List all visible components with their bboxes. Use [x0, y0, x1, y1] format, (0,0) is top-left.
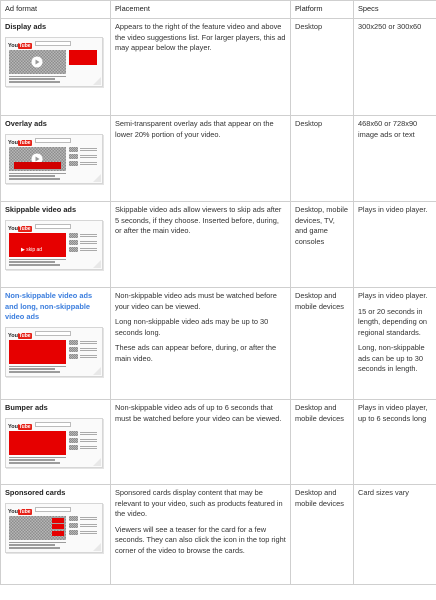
specs-text: 300x250 or 300x60	[358, 22, 422, 31]
specs-text: Long, non-skippable ads can be up to 30 seconds in length.	[358, 343, 425, 373]
placement-text: These ads can appear before, during, or after the main video.	[115, 343, 277, 363]
platform-cell: Desktop and mobile devices	[291, 400, 354, 485]
platform-cell: Desktop	[291, 19, 354, 116]
play-icon	[31, 56, 43, 68]
video-ad-shape	[9, 340, 66, 364]
format-title: Skippable video ads	[5, 205, 77, 214]
specs-cell	[354, 116, 436, 202]
text-lines-shape	[9, 76, 66, 85]
non-skippable-ad-illustration	[5, 327, 101, 375]
placement-cell	[111, 202, 291, 288]
skip-ad-label: ▶ skip ad	[21, 246, 43, 253]
video-ad-shape	[9, 233, 66, 257]
platform-cell: Desktop	[291, 116, 354, 202]
suggestions-list-shape	[69, 340, 97, 361]
format-cell	[1, 288, 111, 400]
format-title: Display ads	[5, 22, 47, 31]
header-row	[1, 1, 436, 19]
placement-cell	[111, 288, 291, 400]
text-lines-shape	[9, 542, 66, 551]
platform-cell: Desktop and mobile devices	[291, 485, 354, 585]
video-ad-shape	[9, 431, 66, 455]
display-ad-shape	[69, 50, 97, 65]
table-row	[1, 19, 436, 116]
search-bar-shape	[35, 507, 71, 512]
specs-text: Card sizes vary	[358, 488, 409, 497]
specs-text: Plays in video player.	[358, 205, 428, 214]
video-player-shape	[9, 50, 66, 74]
specs-cell	[354, 288, 436, 400]
format-title: Overlay ads	[5, 119, 47, 128]
placement-cell	[111, 116, 291, 202]
format-cell	[1, 485, 111, 585]
display-ad-illustration	[5, 37, 101, 85]
search-bar-shape	[35, 331, 71, 336]
placement-cell	[111, 19, 291, 116]
specs-text: 468x60 or 728x90 image ads or text	[358, 119, 418, 139]
overlay-ad-shape	[14, 162, 61, 169]
format-title-link[interactable]: Non-skippable video ads and long, non-skippable video ads	[5, 291, 93, 321]
sponsored-cards-illustration	[5, 503, 101, 551]
youtube-logo: YouTube	[8, 225, 31, 232]
suggestions-list-shape	[69, 516, 97, 537]
placement-text: Non-skippable video ads must be watched before your video can be viewed.	[115, 291, 277, 311]
specs-cell	[354, 202, 436, 288]
placement-text: Skippable video ads allow viewers to skip ads after 5 seconds, if they choose. Inserted before, during, or after the main video.	[115, 205, 282, 235]
placement-text: Sponsored cards display content that may be relevant to your video, such as products featured in the video.	[115, 488, 283, 518]
search-bar-shape	[35, 41, 71, 46]
text-lines-shape	[9, 173, 66, 182]
youtube-logo: YouTube	[8, 139, 31, 146]
skippable-ad-illustration	[5, 220, 101, 268]
suggestions-list-shape	[69, 431, 97, 452]
bumper-ad-illustration	[5, 418, 101, 466]
header-ad-format: Ad format	[1, 1, 111, 19]
placement-text: Semi-transparent overlay ads that appear on the lower 20% portion of your video.	[115, 119, 274, 139]
table-row	[1, 116, 436, 202]
sponsored-cards-shape	[52, 518, 64, 538]
table-row	[1, 202, 436, 288]
format-cell	[1, 400, 111, 485]
specs-cell	[354, 485, 436, 585]
format-cell	[1, 116, 111, 202]
suggestions-list-shape	[69, 147, 97, 168]
header-platform: Platform	[291, 1, 354, 19]
specs-text: Plays in video player.	[358, 291, 428, 300]
placement-text: Non-skippable video ads of up to 6 seconds that must be watched before your video can be viewed.	[115, 403, 282, 423]
placement-text: Appears to the right of the feature video and above the video suggestions list. For larger players, this ad may appear below the player.	[115, 22, 286, 52]
youtube-logo: YouTube	[8, 332, 31, 339]
header-specs: Specs	[354, 1, 436, 19]
specs-cell	[354, 400, 436, 485]
youtube-logo: YouTube	[8, 42, 31, 49]
overlay-ad-illustration	[5, 134, 101, 182]
suggestions-list-shape	[69, 233, 97, 254]
platform-cell: Desktop and mobile devices	[291, 288, 354, 400]
specs-text: 15 or 20 seconds in length, depending on regional standards.	[358, 306, 428, 337]
header-placement: Placement	[111, 1, 291, 19]
table-row	[1, 288, 436, 400]
table-row	[1, 400, 436, 485]
search-bar-shape	[35, 224, 71, 229]
youtube-logo: YouTube	[8, 508, 31, 515]
placement-text: Long non-skippable video ads may be up to 30 seconds long.	[115, 317, 269, 337]
placement-cell	[111, 400, 291, 485]
table-row	[1, 485, 436, 585]
youtube-logo: YouTube	[8, 423, 31, 430]
search-bar-shape	[35, 138, 71, 143]
format-cell	[1, 202, 111, 288]
text-lines-shape	[9, 366, 66, 375]
format-title: Sponsored cards	[5, 488, 66, 497]
specs-cell	[354, 19, 436, 116]
format-title: Bumper ads	[5, 403, 48, 412]
text-lines-shape	[9, 259, 66, 268]
format-cell	[1, 19, 111, 116]
placement-text: Viewers will see a teaser for the card for a few seconds. They can also click the icon in the top right corner of the video to browse the cards.	[115, 524, 286, 555]
specs-text: Plays in video player, up to 6 seconds long	[358, 403, 428, 423]
placement-cell	[111, 485, 291, 585]
search-bar-shape	[35, 422, 71, 427]
text-lines-shape	[9, 457, 66, 466]
platform-cell: Desktop, mobile devices, TV, and game consoles	[291, 202, 354, 288]
